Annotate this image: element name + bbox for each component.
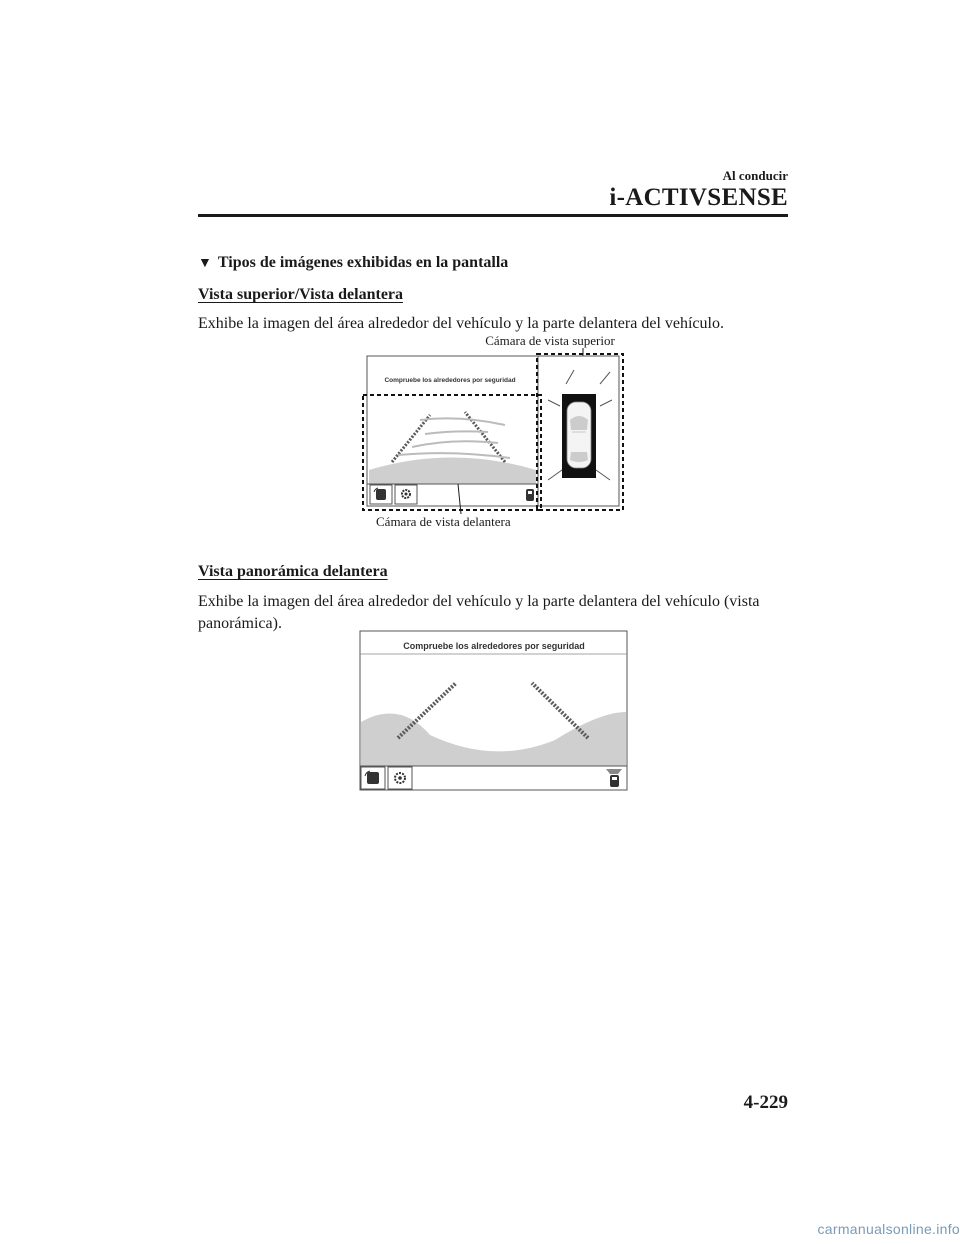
page-number: 4-229 [743, 1092, 788, 1113]
camera-switch-icon [365, 771, 379, 784]
heading-text: Tipos de imágenes exhibidas en la pantalla [217, 254, 509, 271]
figure-top-front-view [350, 330, 640, 535]
callout-top-view: Cámara de vista superior [485, 333, 615, 348]
front-car-icon[interactable] [526, 489, 534, 501]
screen-message-wide: Compruebe los alrededores por seguridad [403, 641, 585, 651]
callout-front-view: Cámara de vista delantera [376, 514, 511, 529]
section-title: i-ACTIVSENSE [609, 184, 788, 211]
view2-description: Exhibe la imagen del área alrededor del vehículo y la parte delantera del vehículo (vista panorámica). [198, 593, 760, 632]
vehicle-top-icon [567, 402, 591, 468]
view2-title: Vista panorámica delantera [198, 563, 388, 580]
view1-description: Exhibe la imagen del área alrededor del vehículo y la parte delantera del vehículo. [198, 315, 724, 332]
view1-title: Vista superior/Vista delantera [198, 286, 404, 303]
chapter-label: Al conducir [722, 168, 788, 183]
header-rule [198, 214, 788, 217]
heading-marker: ▼ [198, 256, 212, 271]
section-heading [198, 254, 508, 272]
figure-wide-view [359, 630, 629, 792]
footer-watermark: carmanualsonline.info [817, 1221, 960, 1237]
screen-message: Compruebe los alrededores por seguridad [384, 377, 516, 384]
